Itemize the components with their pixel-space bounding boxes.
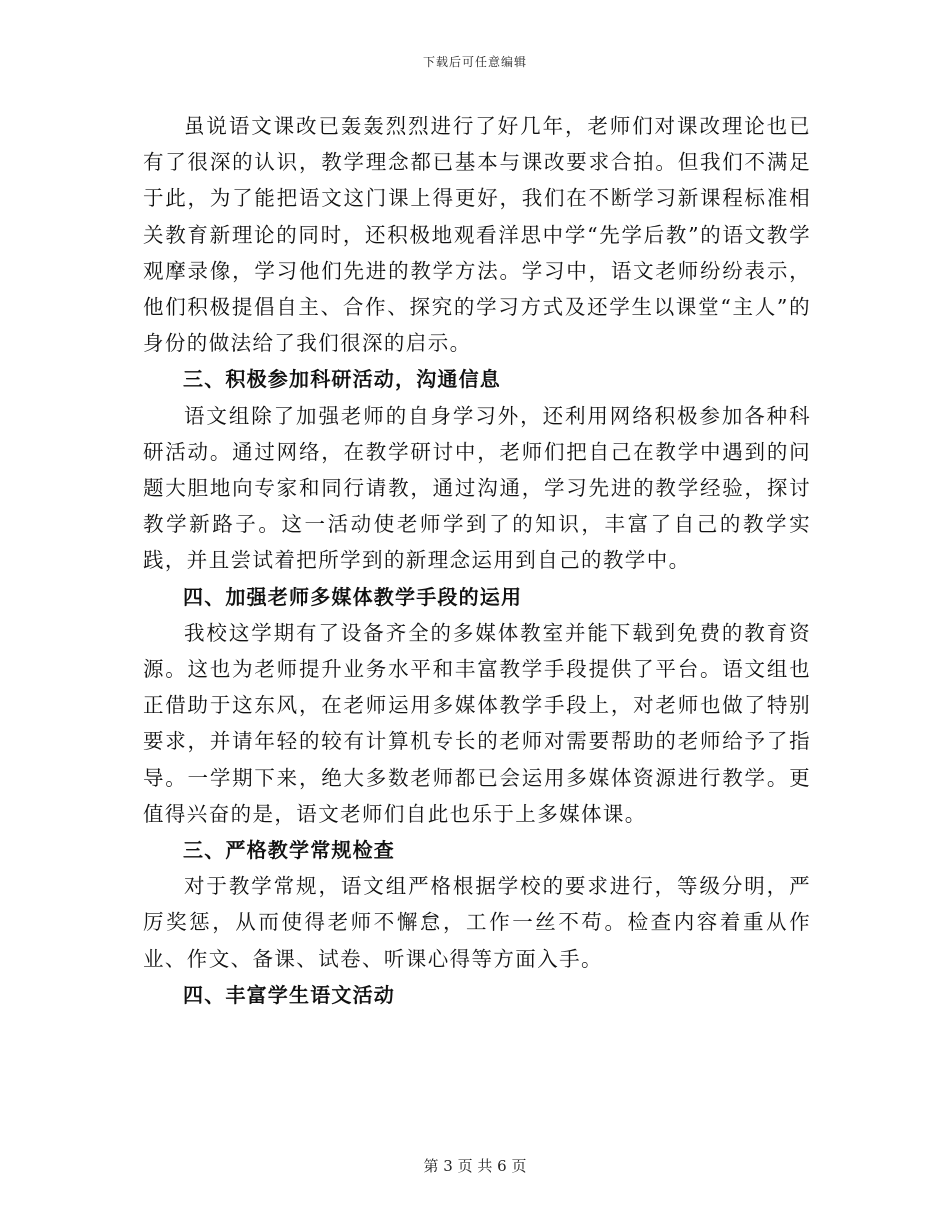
section-heading-student-activities: 四、丰富学生语文活动 [183, 982, 395, 1007]
document-body [143, 108, 811, 1013]
section-heading-routine-check: 三、严格教学常规检查 [183, 838, 395, 863]
section-heading-research: 三、积极参加科研活动，沟通信息 [183, 367, 501, 392]
paragraph-multimedia-teaching: 我校这学期有了设备齐全的多媒体教室并能下载到免费的教育资源。这也为老师提升业务水平和丰富教学手段提供了平台。语文组也正借助于这东风，在老师运用多媒体教学手段上，对老师也做了特别要求，并请年轻的较有计算机专长的老师对需要帮助的老师给予了指导。一学期下来，绝大多数老师都已会运用多媒体资源进行教学。更值得兴奋的是，语文老师们自此也乐于上多媒体课。 [143, 620, 811, 826]
paragraph-research-activities: 语文组除了加强老师的自身学习外，还利用网络积极参加各种科研活动。通过网络，在教学研讨中，老师们把自己在教学中遇到的问题大胆地向专家和同行请教，通过沟通，学习先进的教学经验，探讨教学新路子。这一活动使老师学到了的知识，丰富了自己的教学实践，并且尝试着把所学到的新理念运用到自己的教学中。 [143, 403, 811, 573]
paragraph-routine-check: 对于教学常规，语文组严格根据学校的要求进行，等级分明，严厉奖惩，从而使得老师不懈怠，工作一丝不苟。检查内容着重从作业、作文、备课、试卷、听课心得等方面入手。 [143, 874, 811, 971]
page-number: 第 3 页 共 6 页 [423, 1157, 527, 1175]
page-header: 下载后可任意编辑 [422, 55, 527, 69]
section-heading-multimedia: 四、加强老师多媒体教学手段的运用 [183, 584, 523, 609]
paragraph-curriculum-reform: 虽说语文课改已轰轰烈烈进行了好几年，老师们对课改理论也已有了很深的认识，教学理念都已基本与课改要求合拍。但我们不满足于此，为了能把语文这门课上得更好，我们在不断学习新课程标准相关教育新理论的同时，还积极地观看洋思中学“先学后教”的语文教学观摩录像，学习他们先进的教学方法。学习中，语文老师纷纷表示，他们积极提倡自主、合作、探究的学习方式及还学生以课堂“主人”的身份的做法给了我们很深的启示。 [143, 114, 811, 356]
